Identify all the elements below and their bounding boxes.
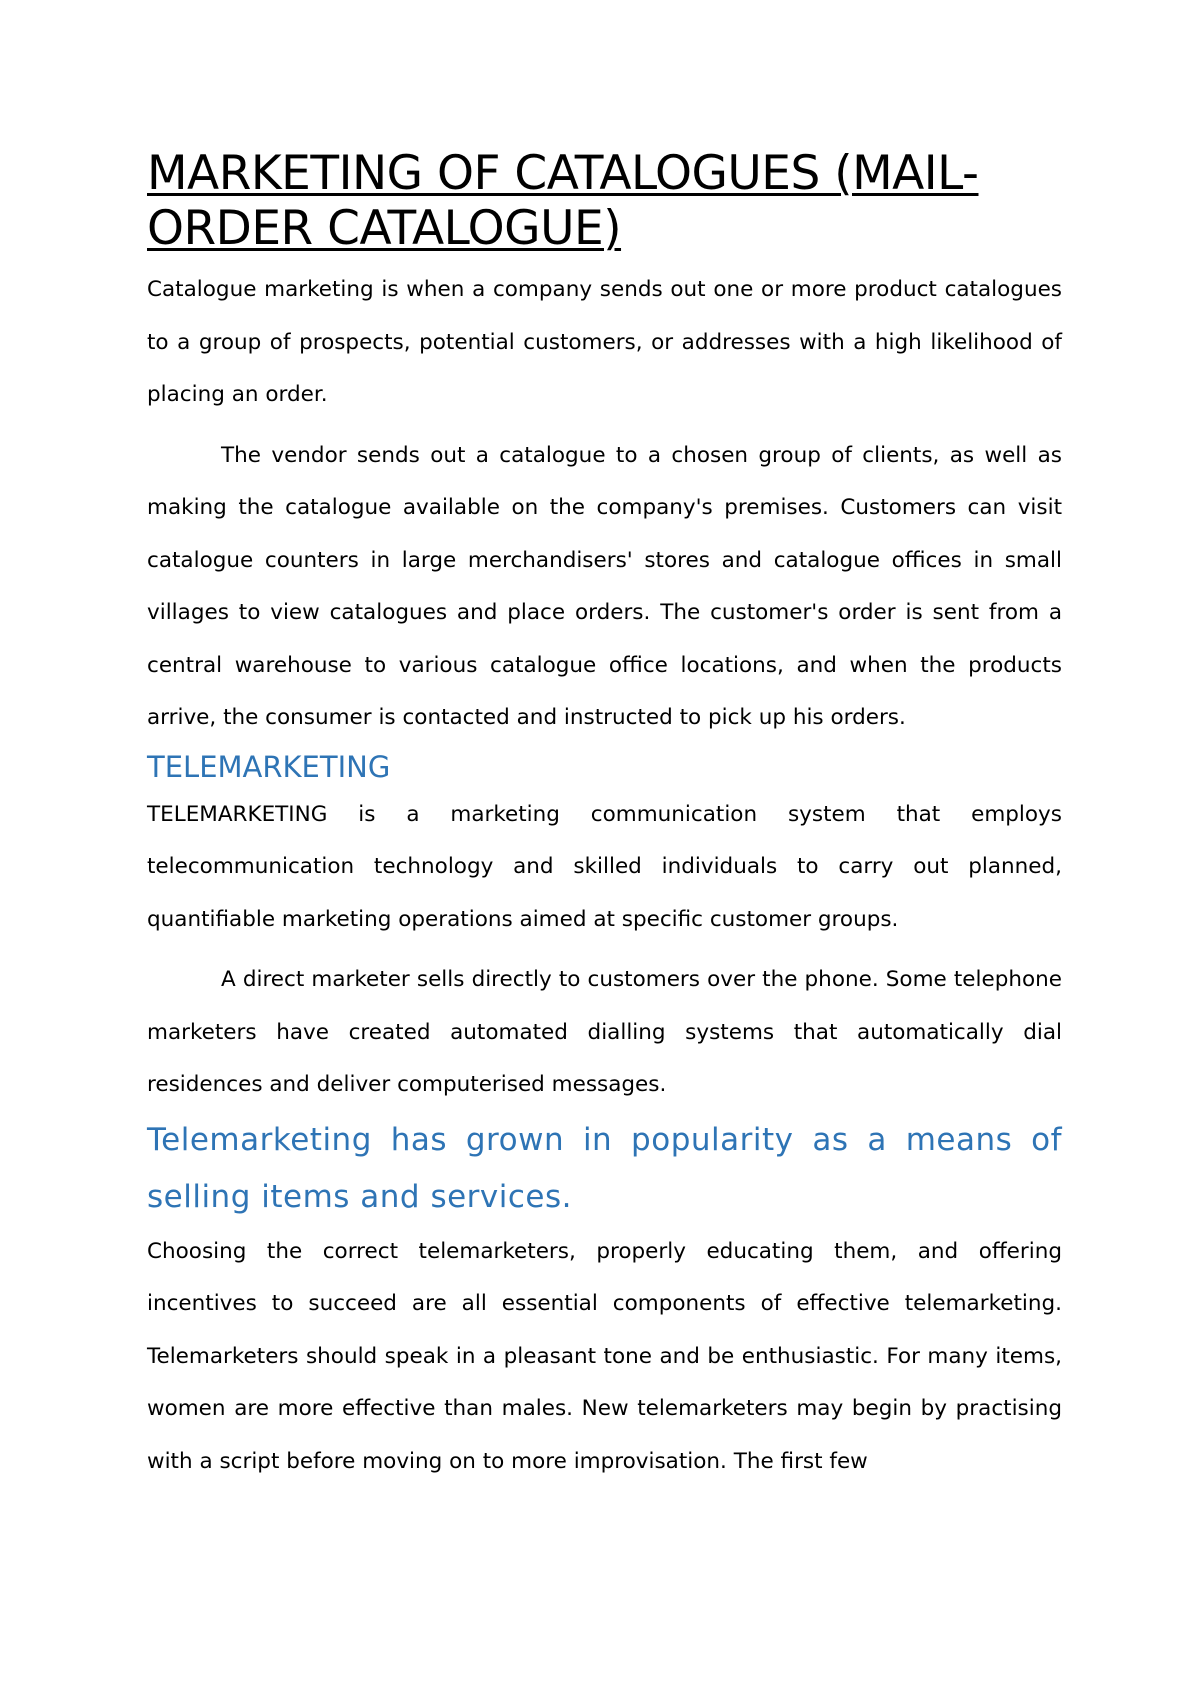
document-page [147,146,1062,1488]
telemarketing-heading: TELEMARKETING [147,749,391,784]
vendor-paragraph: The vendor sends out a catalogue to a chosen group of clients, as well as making the catalogue available on the company's premises. Customers can visit catalogue counters in large merchandisers' stores and catalogue offices in small villages to view catalogues and place orders. The customer's order is sent from a central warehouse to various catalogue office locations, and when the products arrive, the consumer is contacted and instructed to pick up his orders. [147,442,1062,730]
growth-heading: Telemarketing has grown in popularity as a means of selling items and services. [147,1121,1062,1215]
document-title: MARKETING OF CATALOGUES (MAIL-ORDER CATALOGUE) [147,146,979,256]
telemarketing-definition-paragraph: TELEMARKETING is a marketing communication system that employs telecommunication technology and skilled individuals to carry out planned, quantifiable marketing operations aimed at specific customer groups. [147,801,1062,932]
choosing-telemarketers-paragraph: Choosing the correct telemarketers, properly educating them, and offering incentives to succeed are all essential components of effective telemarketing. Telemarketers should speak in a pleasant tone and be enthusiastic. For many items, women are more effective than males. New telemarketers may begin by practising with a script before moving on to more improvisation. The first few [147,1238,1062,1474]
direct-marketer-paragraph: A direct marketer sells directly to customers over the phone. Some telephone marketers have created automated dialling systems that automatically dial residences and deliver computerised messages. [147,967,1062,1097]
catalogue-intro-paragraph: Catalogue marketing is when a company sends out one or more product catalogues to a group of prospects, potential customers, or addresses with a high likelihood of placing an order. [147,277,1062,407]
